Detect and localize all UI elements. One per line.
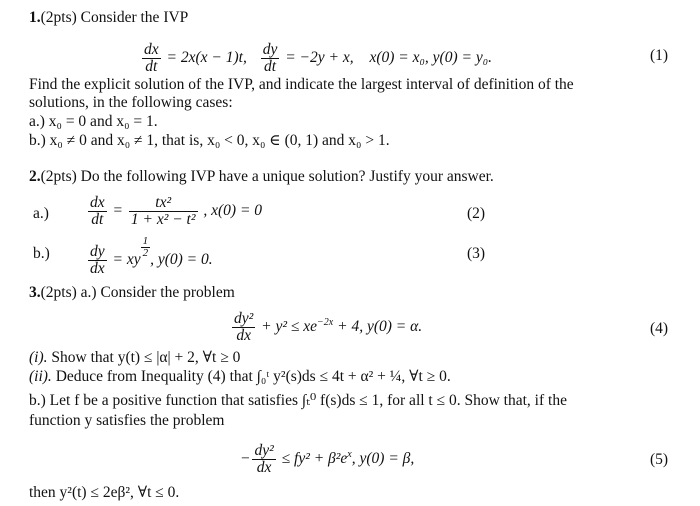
q3-eq4-exp: −2x	[317, 316, 334, 328]
q1-header: (2pts) Consider the IVP	[40, 9, 189, 26]
q2-b-lhs-num: dy	[90, 242, 105, 260]
q2-a-lhs-den: dt	[88, 211, 107, 228]
q3-ii-label: (ii).	[29, 368, 52, 385]
q2-a-eqnum: (2)	[467, 205, 486, 222]
q2-a-label: a.)	[33, 205, 49, 222]
q3-header-line	[29, 284, 235, 302]
q3-eq4-tail: + 4, y(0) = α.	[337, 318, 423, 336]
q3-eq4-den: dx	[232, 327, 255, 344]
q3-conclusion: then y²(t) ≤ 2eβ², ∀t ≤ 0.	[29, 484, 180, 501]
q2-b-exp-den: 2	[142, 247, 149, 259]
q3-eq4-num: dy²	[234, 310, 254, 327]
q3-ii-text: Deduce from Inequality (4) that ∫₀ᵗ y²(s)ds ≤ 4t + α² + ¼, ∀t ≥ 0.	[55, 368, 451, 385]
q3-b-line2: function y satisfies the problem	[29, 412, 225, 429]
q3-eq4-rhs: + y² ≤ xe	[261, 318, 318, 336]
q3-header: (2pts) a.) Consider the problem	[40, 284, 235, 301]
q1-eq2-rhs: = −2y + x,	[285, 49, 354, 67]
q2-b-label: b.)	[33, 245, 50, 262]
q3-eq5-minus: −	[240, 450, 251, 468]
q1-initial-conditions: x(0) = x₀, y(0) = y₀.	[369, 49, 492, 67]
q2-a-lhs-fraction	[88, 195, 107, 228]
q3-part-ii	[29, 368, 451, 386]
q1-eq2-den: dt	[261, 58, 280, 75]
q3-b-line1: b.) Let f be a positive function that satisfies ∫ₜ⁰ f(s)ds ≤ 1, for all t ≤ 0. Show that, if the	[29, 392, 567, 409]
q2-b-ic: , y(0) = 0.	[150, 251, 213, 268]
q1-eq2-fraction	[261, 42, 280, 75]
q3-eq5-fraction	[252, 443, 275, 476]
q1-eq-number: (1)	[650, 47, 669, 64]
q2-b-eqnum: (3)	[467, 245, 486, 262]
q3-i-text: Show that y(t) ≤ |α| + 2, ∀t ≥ 0	[51, 349, 241, 366]
q2-a-rhs-fraction	[129, 195, 198, 228]
q1-eq1-den: dt	[142, 58, 161, 75]
q3-eq5-exp: x	[347, 448, 352, 460]
q3-part-i	[29, 349, 240, 367]
q3-eq5-tail: , y(0) = β,	[351, 450, 415, 468]
q2-a-lhs-num: dx	[90, 194, 105, 211]
q3-eq5-den: dx	[252, 459, 275, 476]
q1-eq1-rhs: = 2x(x − 1)t,	[166, 49, 247, 67]
q3-i-label: (i).	[29, 349, 48, 366]
q1-header-line	[29, 9, 188, 27]
q1-case-b: b.) x₀ ≠ 0 and x₀ ≠ 1, that is, x₀ < 0, x₀ ∈ (0, 1) and x₀ > 1.	[29, 132, 390, 149]
q2-b-rhs: = xy	[112, 251, 141, 268]
q3-eq5	[240, 443, 414, 476]
q2-b-exponent	[141, 236, 151, 259]
q2-b-equation	[86, 236, 213, 277]
q2-a-ic: , x(0) = 0	[203, 202, 263, 220]
q2-b-exp-num: 1	[142, 235, 149, 247]
q3-eq4-fraction	[232, 311, 255, 344]
q3-number: 3.	[29, 284, 41, 301]
q3-eq5-rhs: ≤ fy² + β²e	[281, 450, 348, 468]
q2-number: 2.	[29, 168, 41, 185]
q2-b-lhs-fraction	[88, 244, 107, 277]
q3-eq5-num: dy²	[254, 442, 274, 459]
q2-a-rhs-den: 1 + x² − t²	[130, 211, 196, 228]
q3-eq4-number: (4)	[650, 320, 669, 337]
q1-find-line2: solutions, in the following cases:	[29, 94, 233, 111]
q1-equation	[140, 42, 492, 75]
q1-find-line1: Find the explicit solution of the IVP, and indicate the largest interval of definition of the	[29, 76, 574, 93]
q3-eq4	[230, 311, 422, 344]
q1-number: 1.	[29, 9, 41, 26]
q2-header-line	[29, 168, 494, 186]
q1-eq1-fraction	[142, 42, 161, 75]
q1-case-a: a.) x₀ = 0 and x₀ = 1.	[29, 113, 158, 130]
q2-a-equals: =	[112, 202, 123, 220]
q1-eq1-num: dx	[144, 41, 159, 58]
q2-a-equation	[86, 195, 262, 228]
q2-b-lhs-den: dx	[90, 259, 105, 277]
q2-a-rhs-num: tx²	[155, 194, 172, 211]
q1-eq2-num: dy	[262, 41, 278, 58]
q2-header: (2pts) Do the following IVP have a unique solution? Justify your answer.	[40, 168, 494, 185]
q3-eq5-number: (5)	[650, 451, 669, 468]
